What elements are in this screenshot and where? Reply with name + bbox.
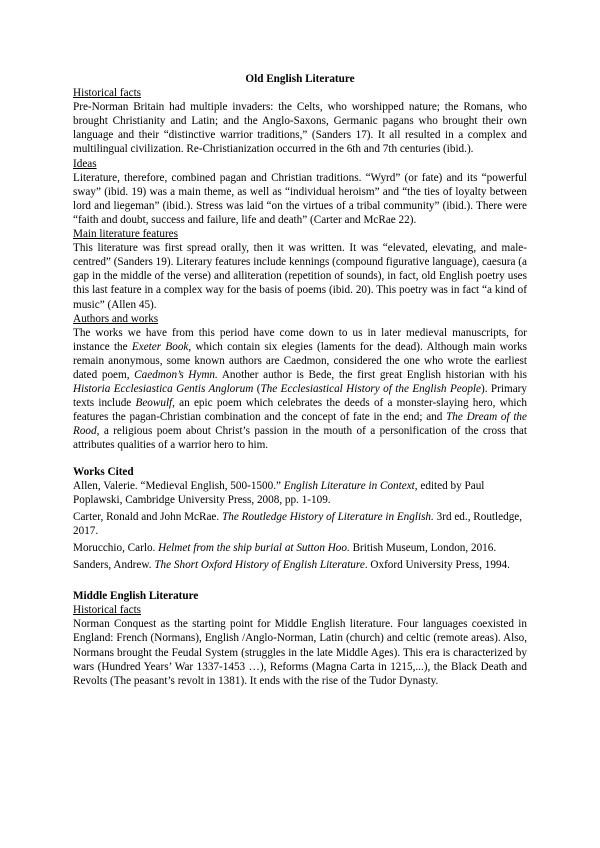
heading-ideas: Ideas (73, 157, 97, 170)
heading-authors-and-works: Authors and works (73, 312, 159, 325)
work-title-caedmons-hymn: Caedmon’s Hymn. (134, 368, 218, 381)
paragraph-ideas: Literature, therefore, combined pagan and Christian traditions. “Wyrd” (or fate) and its “powerful sway” (ibid. 19) was a main theme, as well as “individual heroism” and “the ties of loyalty between lord and liegeman” (ibid.). Stress was laid “on the virtues of a tribal community” (ibid.). There were “faith and doubt, success and failure, life and death” (Carter and McRae 22). (73, 171, 527, 226)
middle-english-title: Middle English Literature (73, 590, 199, 603)
work-title-historia: Historia Ecclesiastica Gentis Anglorum (73, 383, 254, 396)
works-cited-title: Works Cited (73, 465, 134, 478)
paragraph-main-literature-features: This literature was first spread orally, then it was written. It was “elevated, elevating, and male-centred” (Sanders 19). Literary features include kennings (compound figurative language), caesura (a gap in the middle of the verse) and alliteration (repetition of sounds), in fact, old English poetry uses this last feature in a complex way for the basis of poems (ibid. 20). This poetry was in fact “a kind of music” (Allen 45). (73, 242, 527, 311)
work-title-dream-of-the-rood: The Dream of the Rood (73, 411, 527, 438)
heading-historical-facts: Historical facts (73, 87, 142, 100)
document-title: Old English Literature (245, 73, 355, 85)
work-title-exeter-book: Exeter Book, (131, 340, 192, 353)
citation-entry: Morucchio, Carlo. Helmet from the ship burial at Sutton Hoo. British Museum, London, 2016. (73, 542, 497, 554)
work-title-beowulf: Beowulf (135, 397, 173, 410)
citation-entry: Allen, Valerie. “Medieval English, 500-1500.” English Literature in Context, edited by Paul Poplawski, Cambridge University Press, 2008, pp. 1-109. (73, 479, 485, 506)
works-cited-list (73, 479, 527, 573)
heading-main-literature-features: Main literature features (73, 228, 178, 241)
citation-entry: Sanders, Andrew. The Short Oxford History of English Literature. Oxford University Press, 1994. (73, 559, 510, 572)
work-title-ecclesiastical-history: The Ecclesiastical History of the English People (260, 383, 481, 396)
paragraph-middle-historical-facts: Norman Conquest as the starting point for Middle English literature. Four languages coexisted in England: French (Normans), English /Anglo-Norman, Latin (church) and celtic (remote areas). Also, Normans brought the Feudal System (struggles in the late Middle Ages). This era is characterized by wars (Hundred Years’ War 1337-1453 …), Reforms (Magna Carta in 1215,...), the Black Death and Revolts (The peasant’s revolt in 1381). It ends with the rise of the Tudor Dynasty. (73, 618, 527, 687)
paragraph-historical-facts: Pre-Norman Britain had multiple invaders: the Celts, who worshipped nature; the Romans, who brought Christianity and Latin; and the Anglo-Saxons, Germanic pagans who brought their own language and their “distinctive warrior traditions,” (Sanders 17). It all resulted in a complex and multilingual civilization. Re-Christianization occurred in the 6th and 7th centuries (ibid.). (73, 101, 527, 156)
heading-middle-historical-facts: Historical facts (73, 604, 142, 617)
paragraph-authors-and-works: The works we have from this period have come down to us in later medieval manuscripts, for instance the Exeter Book, which contain six elegies (laments for the dead). Although main works remain anonymous, some known authors are Caedmon, considered the one who wrote the earliest dated poem, Caedmon’s Hymn. Another author is Bede, the first great English historian with his Historia Ecclesiastica Gentis Anglorum (The Ecclesiastical History of the English People). Primary texts include Beowulf, an epic poem which celebrates the deeds of a monster-slaying hero, which features the pagan-Christian combination and the concept of fate in the end; and The Dream of the Rood, a religious poem about Christ’s passion in the mouth of a personification of the cross that attributes qualities of a warrior hero to him. (73, 326, 528, 452)
document-page (73, 72, 527, 688)
citation-entry: Carter, Ronald and John McRae. The Routledge History of Literature in English. 3rd ed., Routledge, 2017. (73, 510, 523, 537)
